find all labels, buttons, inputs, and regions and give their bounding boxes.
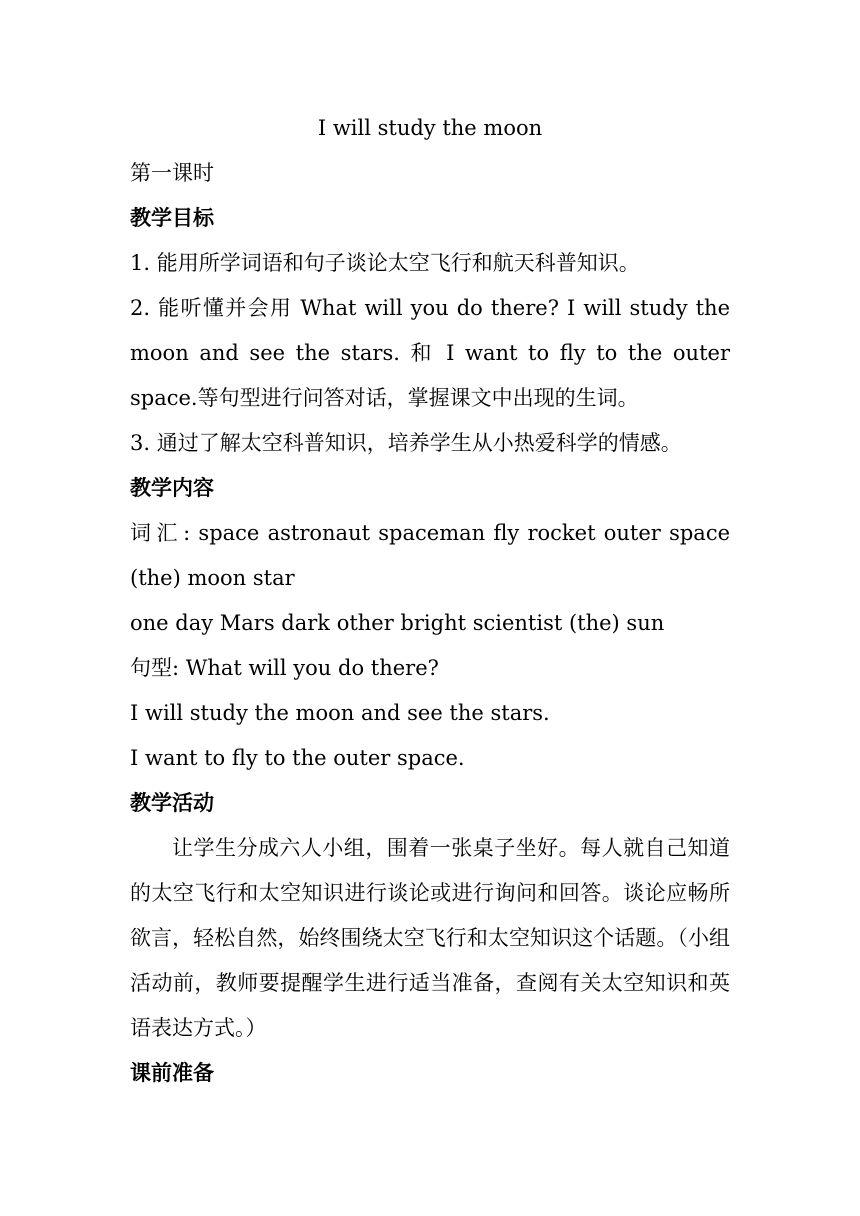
vocabulary-words: : space astronaut spaceman fly rocket outer space (the) moon star bbox=[130, 521, 731, 590]
content-heading: 教学内容 bbox=[130, 476, 214, 500]
preparation-heading: 课前准备 bbox=[130, 1061, 214, 1085]
objective-item-2: 2. 能听懂并会用 What will you do there? I will study the moon and see the stars. 和 I want to fly to the outer space.等句型进行问答对话，掌握课文中出现的生词。 bbox=[130, 296, 730, 410]
document-page bbox=[130, 106, 730, 1096]
sentence-pattern-label: 句型 bbox=[130, 656, 172, 680]
sentence-pattern-1: : What will you do there? bbox=[172, 656, 439, 680]
sentence-pattern-line bbox=[130, 646, 730, 691]
document-title: I will study the moon bbox=[317, 116, 543, 140]
objective-item-3: 3. 通过了解太空科普知识，培养学生从小热爱科学的情感。 bbox=[130, 431, 682, 455]
vocabulary-label: 词汇 bbox=[130, 521, 184, 545]
sentence-pattern-3: I want to fly to the outer space. bbox=[130, 746, 465, 770]
vocabulary-line bbox=[130, 511, 730, 601]
objective-item-1: 1. 能用所学词语和句子谈论太空飞行和航天科普知识。 bbox=[130, 251, 640, 275]
vocabulary-line-2: one day Mars dark other bright scientist (the) sun bbox=[130, 611, 665, 635]
sentence-pattern-2: I will study the moon and see the stars. bbox=[130, 701, 550, 725]
lesson-label: 第一课时 bbox=[130, 161, 214, 185]
activities-heading: 教学活动 bbox=[130, 791, 214, 815]
objectives-heading: 教学目标 bbox=[130, 206, 214, 230]
activities-paragraph: 让学生分成六人小组，围着一张桌子坐好。每人就自己知道的太空飞行和太空知识进行谈论或进行询问和回答。谈论应畅所欲言，轻松自然，始终围绕太空飞行和太空知识这个话题。（小组活动前，教师要提醒学生进行适当准备，查阅有关太空知识和英语表达方式。） bbox=[130, 836, 730, 1040]
